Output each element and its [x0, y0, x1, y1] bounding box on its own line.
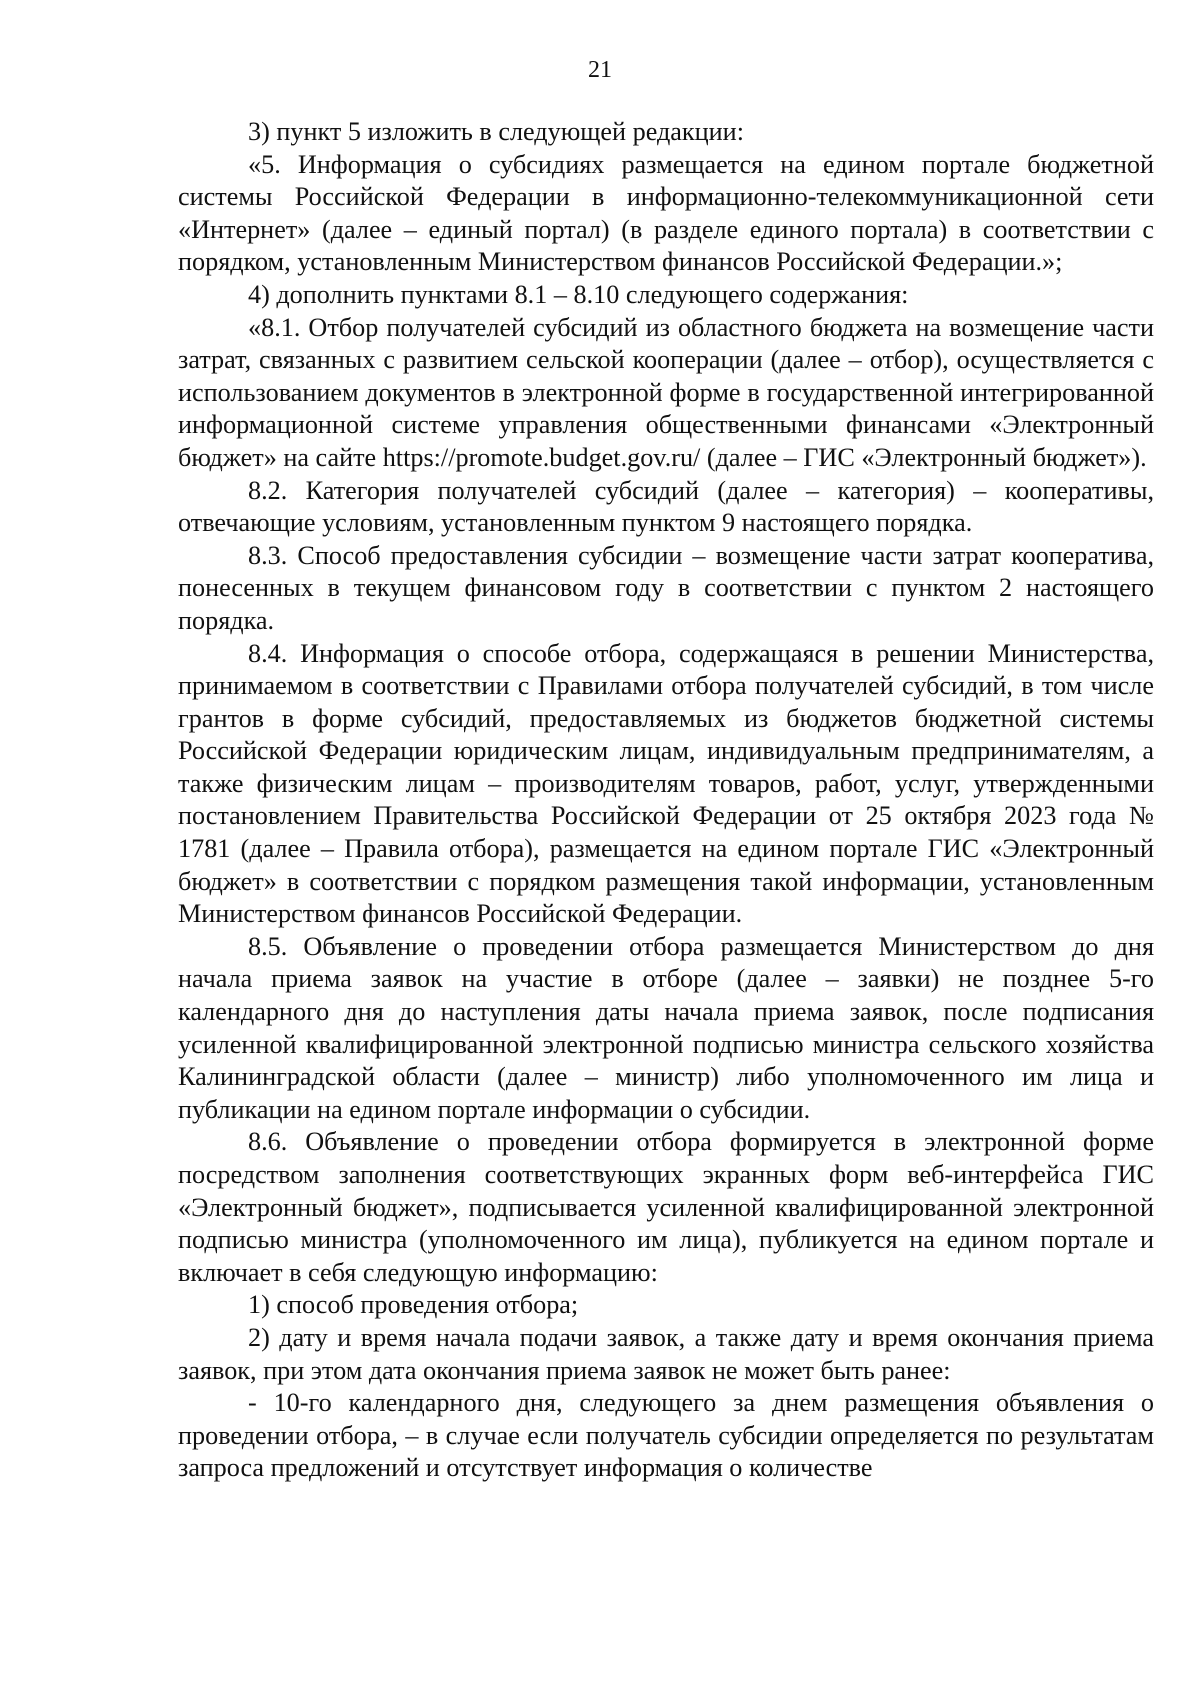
paragraph-8-3: 8.3. Способ предоставления субсидии – возмещение части затрат кооператива, понесенных в текущем финансовом году в соответствии с пунктом 2 настоящего порядка.: [178, 540, 1154, 635]
paragraph-8-6: 8.6. Объявление о проведении отбора формируется в электронной форме посредством заполнения соответствующих экранных форм веб-интерфейса ГИС «Электронный бюджет», подписывается усиленной квалифицированной электронной подписью министра (уполномоченного им лица), публикуется на едином портале и включает в себя следующую информацию:: [178, 1127, 1154, 1287]
list-subitem-dash: - 10-го календарного дня, следующего за днем размещения объявления о проведении отбора, – в случае если получатель субсидии определяется по результатам запроса предложений и отсутствует информация о количестве: [178, 1388, 1154, 1483]
list-item-1: 1) способ проведения отбора;: [248, 1290, 579, 1320]
list-item-2: 2) дату и время начала подачи заявок, а также дату и время окончания приема заявок, при этом дата окончания приема заявок не может быть ранее:: [178, 1322, 1154, 1385]
page-number: 21: [588, 57, 612, 83]
paragraph-8-1: «8.1. Отбор получателей субсидий из областного бюджета на возмещение части затрат, связанных с развитием сельской кооперации (далее – отбор), осуществляется с использованием документов в электронной форме в государственной интегрированной информационной системе управления общественными финансами «Электронный бюджет» на сайте https://promote.budget.gov.ru/ (далее – ГИС «Электронный бюджет»).: [178, 312, 1154, 472]
paragraph-8-4: 8.4. Информация о способе отбора, содержащаяся в решении Министерства, принимаемом в соответствии с Правилами отбора получателей субсидий, в том числе грантов в форме субсидий, предоставляемых из бюджетов бюджетной системы Российской Федерации юридическим лицам, индивидуальным предпринимателям, а также физическим лицам – производителям товаров, работ, услуг, утвержденными постановлением Правительства Российской Федерации от 25 октября 2023 года № 1781 (далее – Правила отбора), размещается на едином портале ГИС «Электронный бюджет» в соответствии с порядком размещения такой информации, установленным Министерством финансов Российской Федерации.: [178, 638, 1154, 929]
paragraph-add-points: 4) дополнить пунктами 8.1 – 8.10 следующего содержания:: [248, 279, 909, 309]
paragraph-8-2: 8.2. Категория получателей субсидий (далее – категория) – кооперативы, отвечающие условиям, установленным пунктом 9 настоящего порядка.: [178, 475, 1154, 538]
paragraph-point-5-text: «5. Информация о субсидиях размещается на едином портале бюджетной системы Российской Федерации в информационно-телекоммуникационной сети «Интернет» (далее – единый портал) (в разделе единого портала) в соответствии с порядком, установленным Министерством финансов Российской Федерации.»;: [178, 149, 1154, 277]
paragraph-amend-point-5: 3) пункт 5 изложить в следующей редакции:: [248, 117, 744, 146]
paragraph-8-5: 8.5. Объявление о проведении отбора размещается Министерством до дня начала приема заявок на участие в отборе (далее – заявки) не позднее 5-го календарного дня до наступления даты начала приема заявок, после подписания усиленной квалифицированной электронной подписью министра сельского хозяйства Калининградской области (далее – министр) либо уполномоченного им лица и публикации на едином портале информации о субсидии.: [178, 931, 1154, 1124]
document-body: [178, 116, 1154, 1485]
